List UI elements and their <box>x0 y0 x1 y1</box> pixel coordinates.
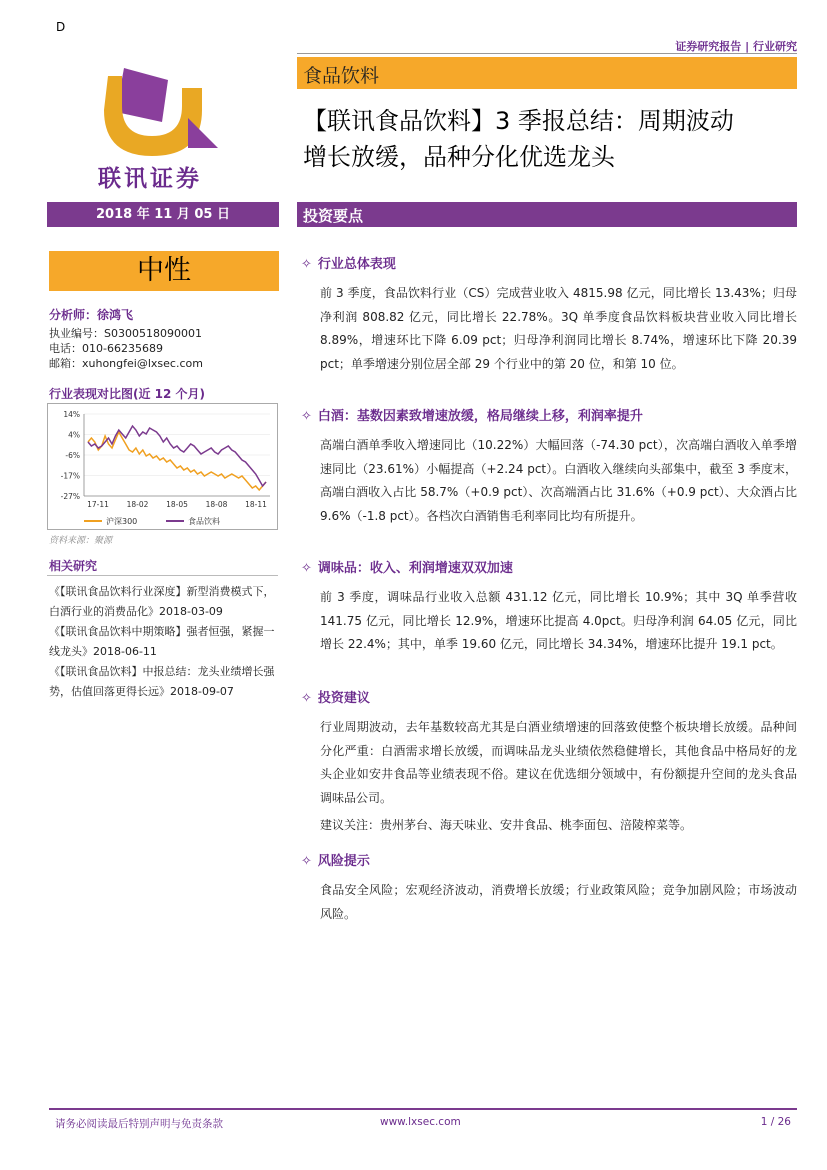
logo-purple-quad <box>116 68 168 122</box>
related-item[interactable]: 《【联讯食品饮料】中报总结：龙头业绩增长强势，估值回落更得长远》2018-09-07 <box>49 665 275 698</box>
rating-badge: 中性 <box>49 251 279 291</box>
related-item[interactable]: 《【联讯食品饮料中期策略】强者恒强，紧握一线龙头》2018-06-11 <box>49 625 275 658</box>
logo-text: 联讯证券 <box>98 165 202 192</box>
related-divider <box>47 575 278 576</box>
report-title <box>303 103 803 175</box>
analyst-email[interactable]: 邮箱：xuhongfei@lxsec.com <box>49 357 203 370</box>
analyst-info <box>49 306 203 371</box>
section-head-advice: ✧ 投资建议 <box>301 691 370 706</box>
chart-legend-label: 沪深300 <box>106 517 138 526</box>
report-type-label: 证券研究报告 | 行业研究 <box>675 40 797 53</box>
analyst-phone: 电话：010-66235689 <box>49 342 163 355</box>
section-para-industry: 前 3 季度，食品饮料行业（CS）完成营业收入 4815.98 亿元，同比增长 13.43%；归母净利润 808.82 亿元，同比增长 22.78%。3Q 单季度食品饮料板块营业收入同比增长 8.89%，增速环比下降 6.09 pct；归母净利润同比增长 8.74%，增速环比下降 20.39 pct；单季增速分别位居全部 29 个行业中的第 20 位，和第 10 位。 <box>320 286 797 371</box>
chart-x-tick-label: 17-11 <box>87 500 109 509</box>
report-date: 2018 年 11 月 05 日 <box>47 202 279 227</box>
section-para-risk: 食品安全风险；宏观经济波动，消费增长放缓；行业政策风险；竞争加剧风险；市场波动风险。 <box>320 883 797 921</box>
chart-y-tick-label: -17% <box>60 471 80 481</box>
section-head-risk: ✧ 风险提示 <box>301 854 370 869</box>
section-para-advice-focus: 建议关注：贵州茅台、海天味业、安井食品、桃李面包、涪陵榨菜等。 <box>320 818 693 832</box>
analyst-license: 执业编号：S0300518090001 <box>49 327 202 340</box>
chart-x-tick-label: 18-08 <box>205 500 228 509</box>
summary-bar <box>297 202 797 227</box>
section-head-industry: ✧ 行业总体表现 <box>301 257 396 272</box>
page-corner-mark: D <box>56 20 66 34</box>
section-para-baijiu: 高端白酒单季收入增速同比（10.22%）大幅回落（-74.30 pct），次高端白酒收入单季增速同比（23.61%）小幅提高（+2.24 pct）。白酒收入继续向头部集中，截至 3 季度末，高端白酒收入占比 58.7%（+0.9 pct）、次高端酒占比 31.6%（+0.9 pct）、大众酒占比 9.6%（-1.8 pct）。各档次白酒销售毛利率同比均有所提升。 <box>320 438 797 523</box>
section-para-advice: 行业周期波动，去年基数较高尤其是白酒业绩增速的回落致使整个板块增长放缓。品种间分化严重：白酒需求增长放缓，而调味品龙头业绩依然稳健增长，其他食品中格局好的龙头企业如安井食品等业绩表现不俗。建议在优选细分领域中，有份额提升空间的龙头食品调味品公司。 <box>320 720 797 805</box>
related-item[interactable]: 《【联讯食品饮料行业深度】新型消费模式下，白酒行业的消费品化》2018-03-09 <box>49 585 275 618</box>
chart-title: 行业表现对比图(近 12 个月) <box>49 387 206 401</box>
chart-x-tick-label: 18-05 <box>166 500 188 509</box>
footer-url[interactable]: www.lxsec.com <box>380 1116 461 1128</box>
footer-disclaimer[interactable]: 请务必阅读最后特别声明与免责条款 <box>55 1118 223 1130</box>
logo-purple-triangle <box>188 118 218 148</box>
related-research-list <box>49 582 281 702</box>
section-head-seasoning: ✧ 调味品：收入、利润增速双双加速 <box>301 561 513 576</box>
performance-chart <box>47 403 278 530</box>
footer-divider <box>49 1108 797 1110</box>
title-line-2: 增长放缓，品种分化优选龙头 <box>303 143 615 171</box>
chart-x-tick-label: 18-02 <box>126 500 149 509</box>
section-head-baijiu: ✧ 白酒：基数因素致增速放缓，格局继续上移，利润率提升 <box>301 409 643 424</box>
chart-y-tick-label: 4% <box>68 430 80 440</box>
chart-y-tick-label: 14% <box>63 410 80 419</box>
title-line-1: 【联讯食品饮料】3 季报总结：周期波动 <box>303 107 734 135</box>
header-divider <box>297 53 797 54</box>
sector-bar <box>297 57 797 89</box>
summary-header: 投资要点 <box>303 207 364 225</box>
chart-source: 资料来源：聚源 <box>49 536 113 546</box>
related-research-title: 相关研究 <box>49 559 98 573</box>
chart-series-line-0 <box>88 432 266 490</box>
chart-svg <box>48 404 277 529</box>
chart-legend-label: 食品饮料 <box>188 517 220 526</box>
chart-y-tick-label: -27% <box>60 492 80 501</box>
section-para-seasoning: 前 3 季度，调味品行业收入总额 431.12 亿元，同比增长 10.9%；其中 3Q 单季营收 141.75 亿元，同比增长 12.9%，增速环比提高 4.0pct。归母净利润 64.05 亿元，同比增长 22.4%；其中，单季 19.60 亿元，同比增长 34.34%，增速环比提升 19.1 pct。 <box>320 590 797 651</box>
chart-x-tick-label: 18-11 <box>245 500 267 509</box>
analyst-name: 分析师：徐鸿飞 <box>49 308 134 322</box>
footer-page-number: 1 / 26 <box>760 1116 791 1128</box>
sector-label: 食品饮料 <box>303 65 380 87</box>
chart-y-tick-label: -6% <box>65 451 80 460</box>
